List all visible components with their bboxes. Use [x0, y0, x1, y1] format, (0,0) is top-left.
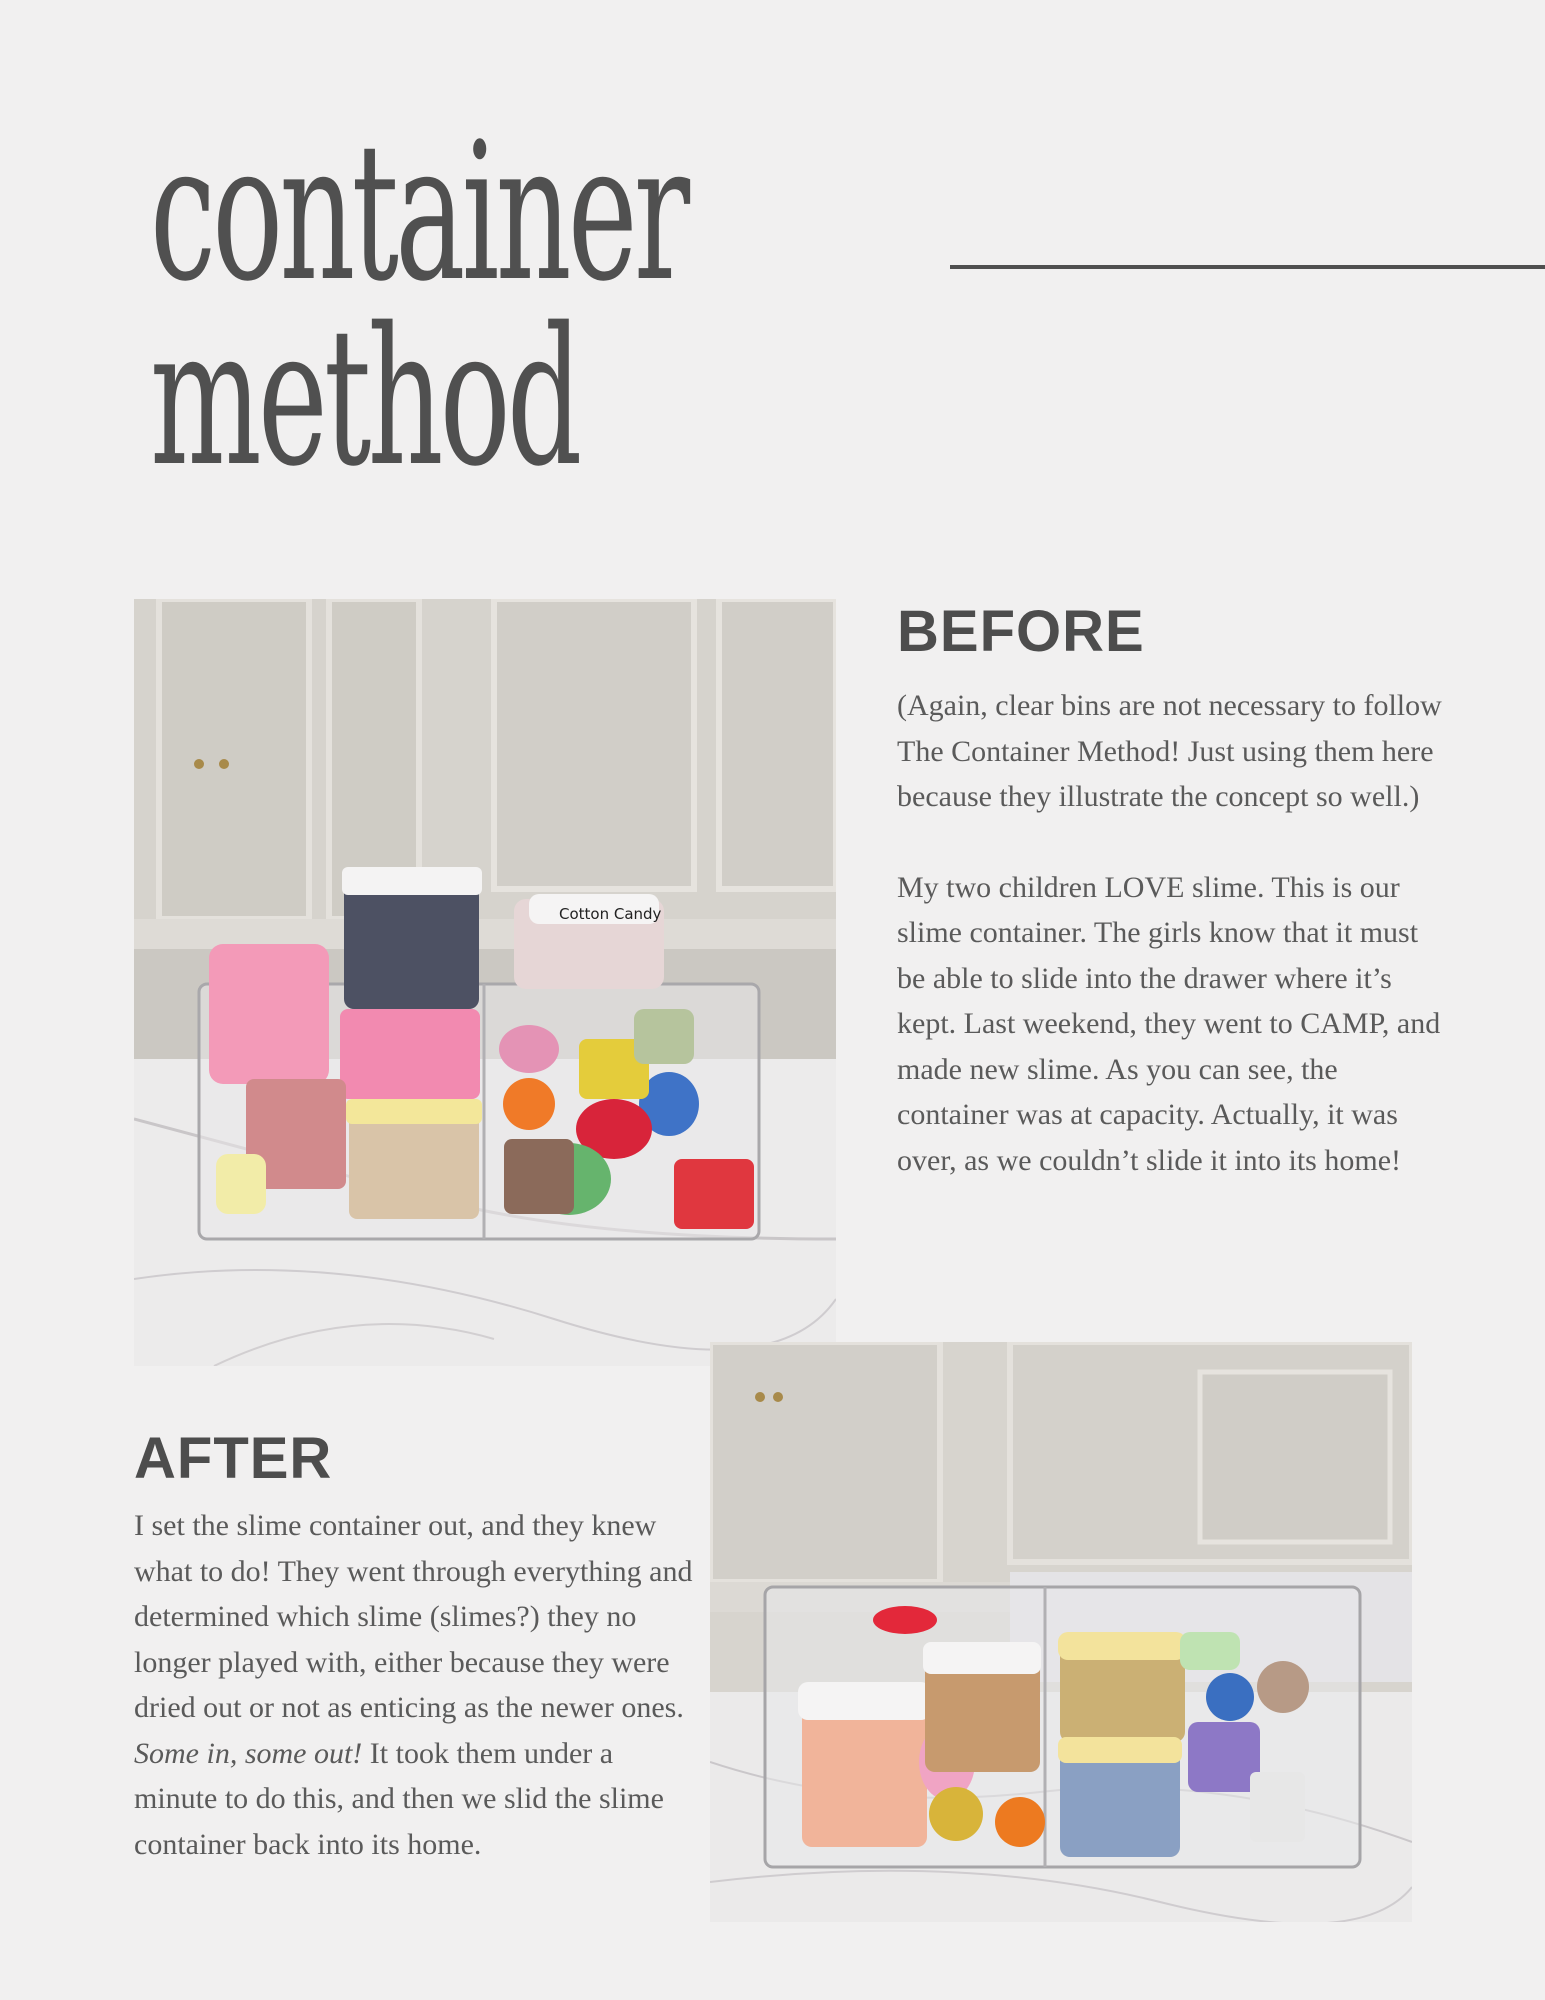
before-paragraph-1: (Again, clear bins are not necessary to follow The Container Method! Just using them here because they illustrate the concept so well.): [897, 689, 1442, 813]
after-heading: AFTER: [134, 1426, 333, 1491]
title-line-1: container: [150, 102, 687, 323]
title-line-2: method: [150, 287, 579, 508]
before-photo-jar-label: Cotton Candy: [559, 905, 662, 923]
after-text-part-1: I set the slime container out, and they knew what to do! They went through everything and determined which slime (slimes?) they no longer played with, either because they were dried out or not as enticing as the newer ones.: [134, 1509, 693, 1724]
before-body: [897, 683, 1442, 1183]
after-text-italic: Some in, some out!: [134, 1736, 363, 1770]
before-photo: [134, 599, 836, 1366]
page-title: [150, 102, 687, 508]
title-rule: [950, 265, 1545, 269]
after-text-part-2: It took them under a minute to do this, and then we slid the slime container back into its home.: [134, 1736, 664, 1861]
before-heading: BEFORE: [897, 599, 1145, 664]
after-body: [134, 1503, 694, 1867]
before-paragraph-2: My two children LOVE slime. This is our slime container. The girls know that it must be able to slide into the drawer where it’s kept. Last weekend, they went to CAMP, and made new slime. As you can see, the container was at capacity. Actually, it was over, as we couldn’t slide it into its home!: [897, 870, 1441, 1177]
after-photo: [710, 1342, 1412, 1922]
